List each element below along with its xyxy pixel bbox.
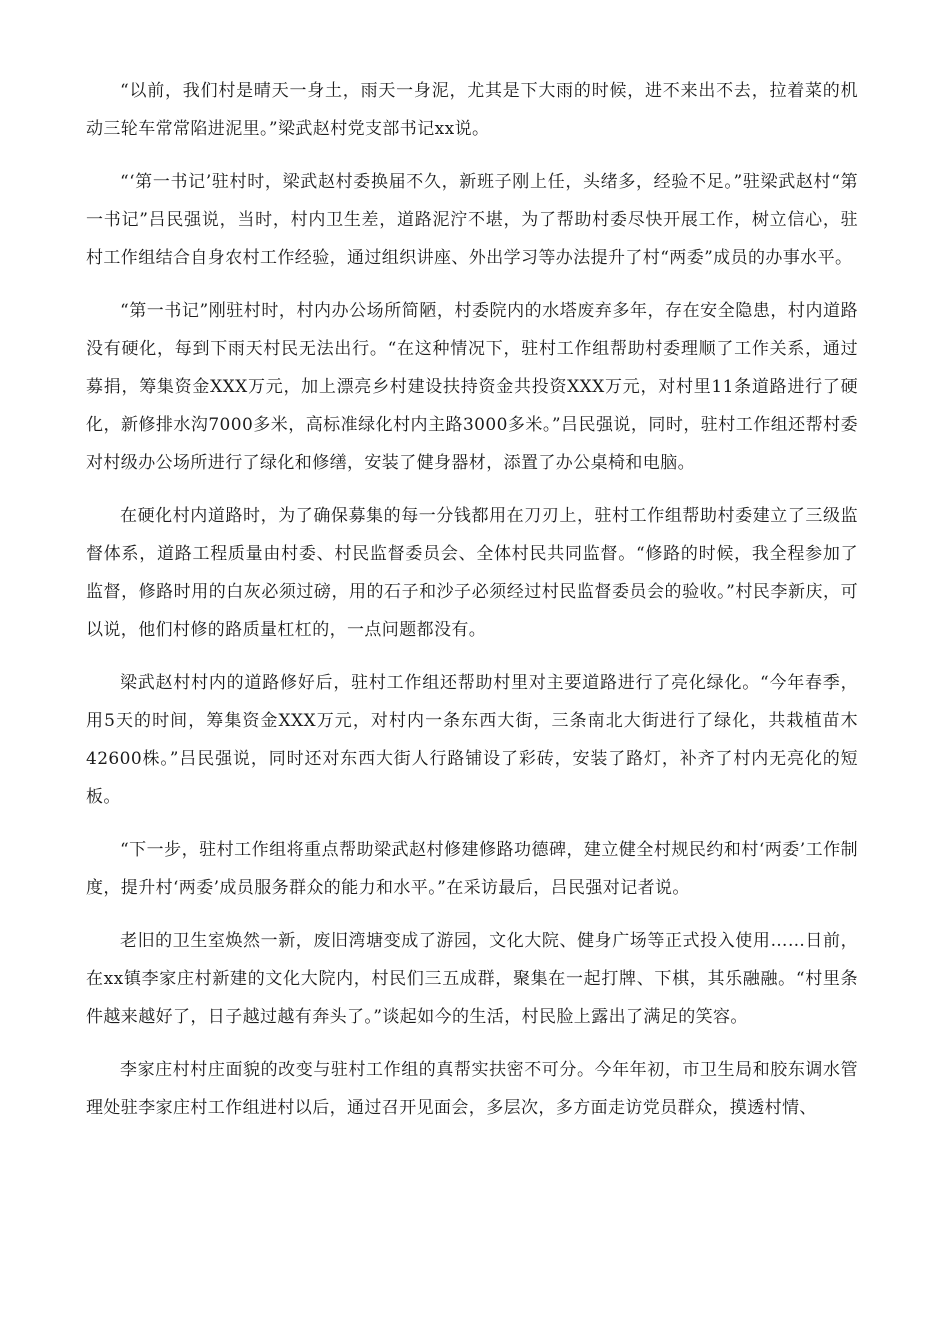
paragraph: 李家庄村村庄面貌的改变与驻村工作组的真帮实扶密不可分。今年年初，市卫生局和胶东调水管理处驻李家庄村工作组进村以后，通过召开见面会，多层次，多方面走访党员群众，摸透村情、 xyxy=(86,1060,858,1118)
paragraph: “第一书记”刚驻村时，村内办公场所简陋，村委院内的水塔废弃多年，存在安全隐患，村内道路没有硬化，每到下雨天村民无法出行。“在这种情况下，驻村工作组帮助村委理顺了工作关系，通过募捐，筹集资金XXX万元，加上漂亮乡村建设扶持资金共投资XXX万元，对村里11条道路进行了硬化，新修排水沟7000多米，高标准绿化村内主路3000多米。”吕民强说，同时，驻村工作组还帮村委对村级办公场所进行了绿化和修缮，安装了健身器材，添置了办公桌椅和电脑。 xyxy=(86,301,858,473)
paragraph: “下一步，驻村工作组将重点帮助梁武赵村修建修路功德碑，建立健全村规民约和村‘两委’工作制度，提升村‘两委’成员服务群众的能力和水平。”在采访最后，吕民强对记者说。 xyxy=(86,840,858,898)
paragraph: 在硬化村内道路时，为了确保募集的每一分钱都用在刀刃上，驻村工作组帮助村委建立了三级监督体系，道路工程质量由村委、村民监督委员会、全体村民共同监督。“修路的时候，我全程参加了监督，修路时用的白灰必须过磅，用的石子和沙子必须经过村民监督委员会的验收。”村民李新庆，可以说，他们村修的路质量杠杠的，一点问题都没有。 xyxy=(86,506,858,640)
paragraph: 老旧的卫生室焕然一新，废旧湾塘变成了游园，文化大院、健身广场等正式投入使用……日前，在xx镇李家庄村新建的文化大院内，村民们三五成群，聚集在一起打牌、下棋，其乐融融。“村里条件越来越好了，日子越过越有奔头了。”谈起如今的生活，村民脸上露出了满足的笑容。 xyxy=(86,931,858,1027)
paragraph: 梁武赵村村内的道路修好后，驻村工作组还帮助村里对主要道路进行了亮化绿化。“今年春季，用5天的时间，筹集资金XXX万元，对村内一条东西大街，三条南北大街进行了绿化，共栽植苗木42600株。”吕民强说，同时还对东西大街人行路铺设了彩砖，安装了路灯，补齐了村内无亮化的短板。 xyxy=(86,673,858,807)
paragraph: “‘第一书记’驻村时，梁武赵村委换届不久，新班子刚上任，头绪多，经验不足。”驻梁武赵村“第一书记”吕民强说，当时，村内卫生差，道路泥泞不堪，为了帮助村委尽快开展工作，树立信心，驻村工作组结合自身农村工作经验，通过组织讲座、外出学习等办法提升了村“两委”成员的办事水平。 xyxy=(86,172,858,268)
paragraph: “以前，我们村是晴天一身土，雨天一身泥，尤其是下大雨的时候，进不来出不去，拉着菜的机动三轮车常常陷进泥里。”梁武赵村党支部书记xx说。 xyxy=(86,81,858,139)
